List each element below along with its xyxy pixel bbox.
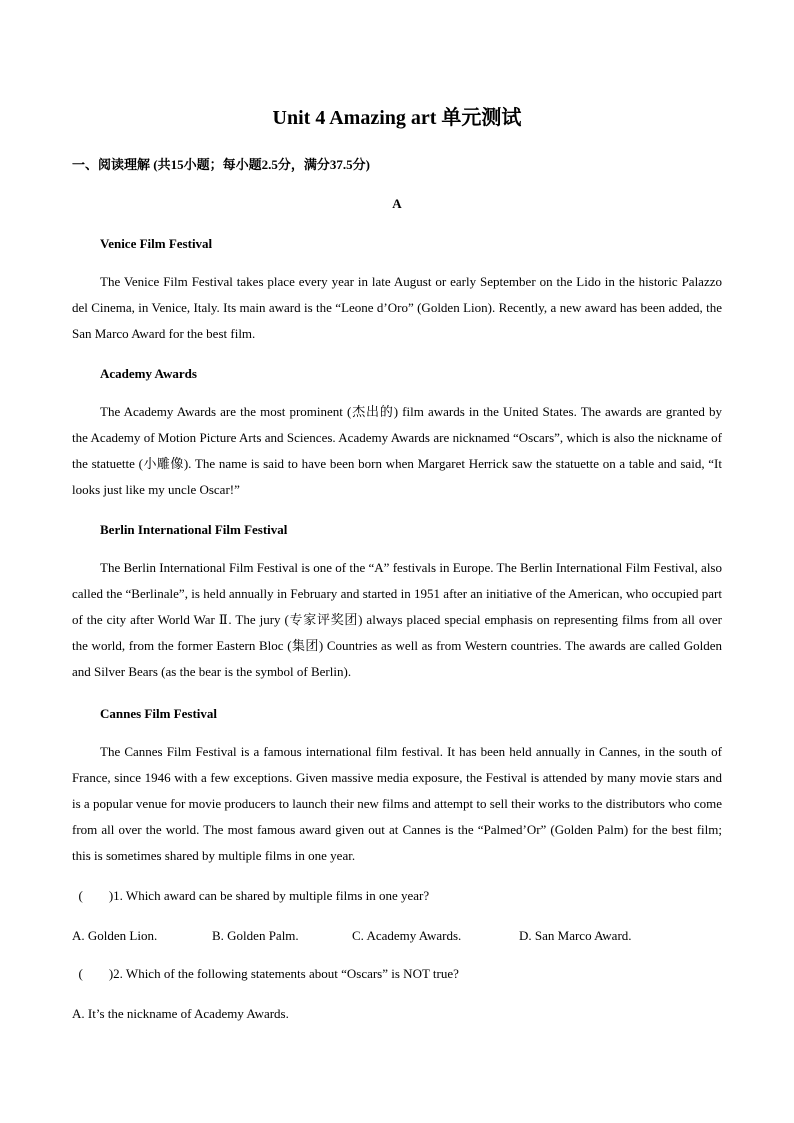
- passage-letter: A: [392, 196, 402, 211]
- page-title: Unit 4 Amazing art 单元测试: [272, 107, 522, 129]
- question-1: ( )1. Which award can be shared by multiple films in one year?: [72, 888, 430, 903]
- passage-text-berlin: The Berlin International Film Festival is one of the “A” festivals in Europe. The Berlin International Film Festival, also called the “Berlinale”, is held annually in February and started in 1951 after an initiative of the American, who occupied part of the city after World War Ⅱ. The jury (专家评奖团) always placed special emphasis on representing films from all over the world, from the former Eastern Bloc (集团) Countries as well as from Western countries. The awards are called Golden and Silver Bears (as the bear is the symbol of Berlin).: [72, 560, 722, 679]
- passage-text-venice: The Venice Film Festival takes place every year in late August or early September on the Lido in the historic Palazzo del Cinema, in Venice, Italy. Its main award is the “Leone d’Oro” (Golden Lion). Recently, a new award has been added, the San Marco Award for the best film.: [72, 274, 722, 341]
- section-heading: 一、阅读理解 (共15小题；每小题2.5分，满分37.5分): [72, 157, 370, 172]
- question-1-option-d: D. San Marco Award.: [519, 928, 632, 943]
- question-2: ( )2. Which of the following statements about “Oscars” is NOT true?: [72, 966, 459, 981]
- question-1-option-a: A. Golden Lion.: [72, 928, 158, 943]
- question-2-option-a: A. It’s the nickname of Academy Awards.: [72, 1006, 289, 1021]
- passage-heading-venice: Venice Film Festival: [100, 236, 213, 251]
- passage-heading-academy: Academy Awards: [100, 366, 197, 381]
- passage-heading-cannes: Cannes Film Festival: [100, 706, 217, 721]
- question-1-option-c: C. Academy Awards.: [352, 928, 462, 943]
- passage-text-cannes: The Cannes Film Festival is a famous international film festival. It has been held annually in Cannes, in the south of France, since 1946 with a few exceptions. Given massive media exposure, the Festival is attended by many movie stars and is a popular venue for movie producers to launch their new films and attempt to sell their works to the distributors who come from all over the world. The most famous award given out at Cannes is the “Palmed’Or” (Golden Palm) for the best film; this is sometimes shared by multiple films in one year.: [72, 744, 722, 863]
- passage-text-academy: The Academy Awards are the most prominent (杰出的) film awards in the United States. The awards are granted by the Academy of Motion Picture Arts and Sciences. Academy Awards are nicknamed “Oscars”, which is also the nickname of the statuette (小雕像). The name is said to have been born when Margaret Herrick saw the statuette on a table and said, “It looks just like my uncle Oscar!”: [72, 404, 722, 497]
- question-1-option-b: B. Golden Palm.: [212, 928, 299, 943]
- passage-heading-berlin: Berlin International Film Festival: [100, 522, 288, 537]
